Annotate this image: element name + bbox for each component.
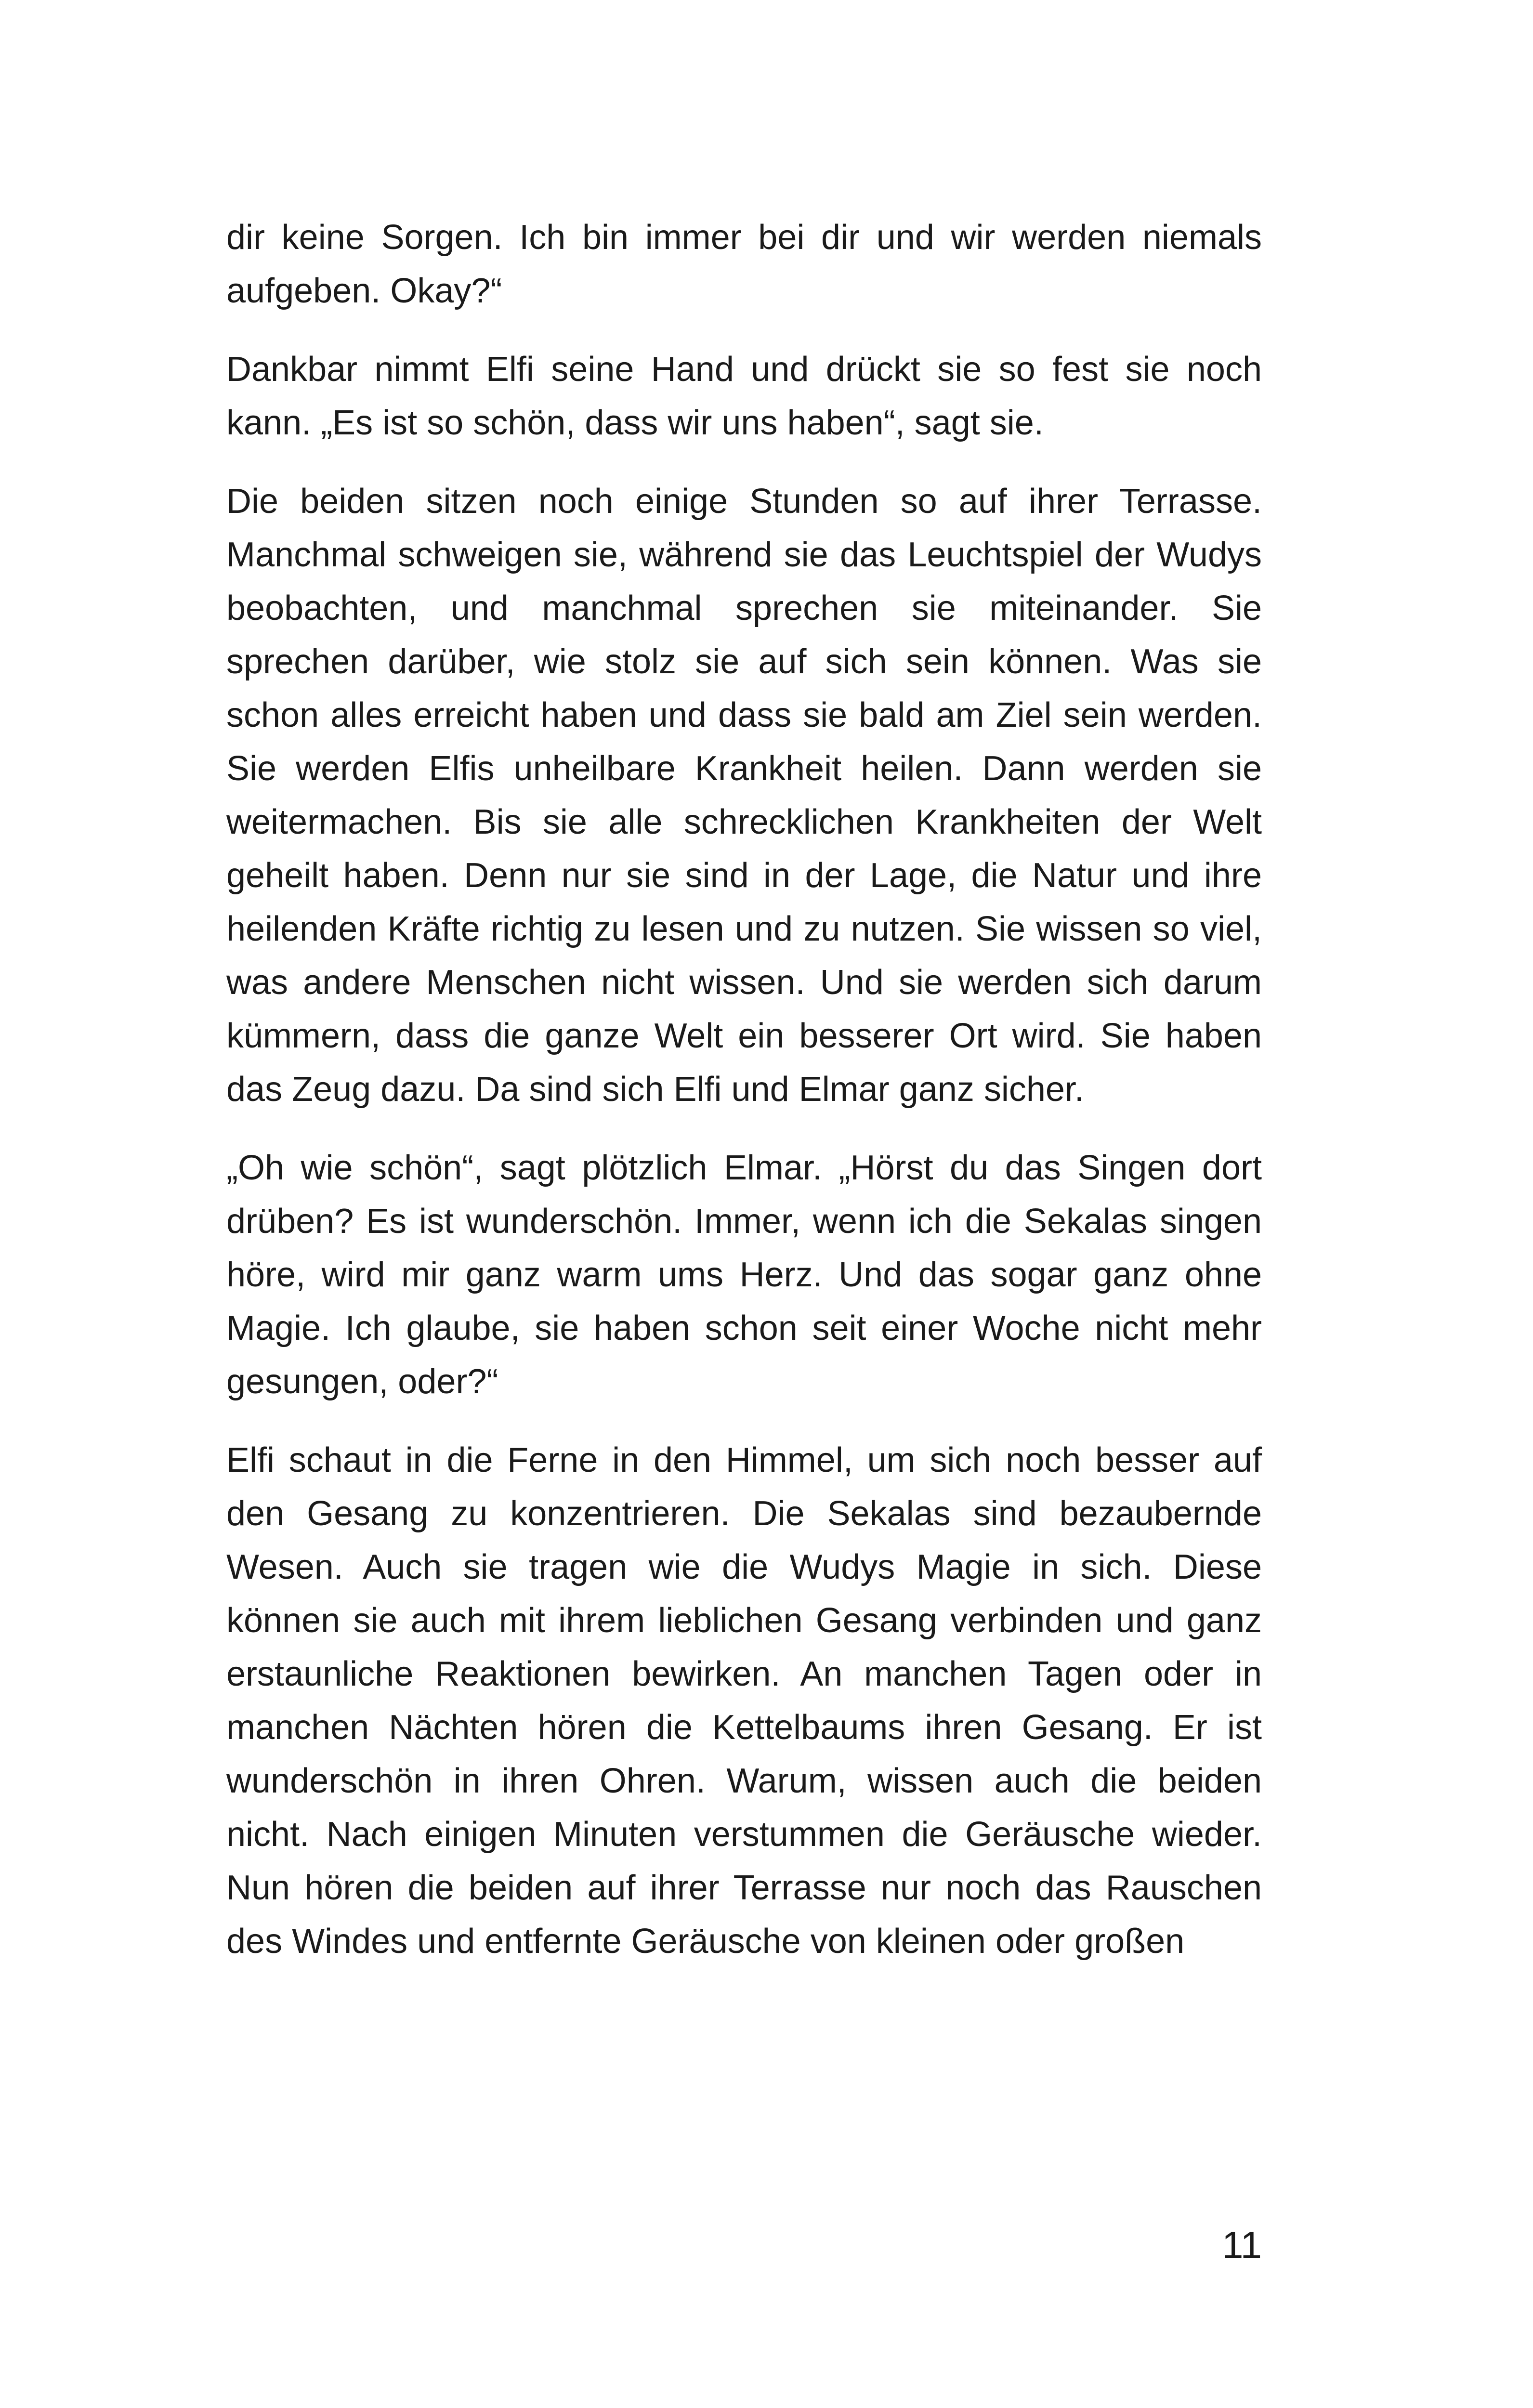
paragraph: Dankbar nimmt Elfi seine Hand und drückt sie so fest sie noch kann. „Es ist so schön, dass wir uns haben“, sagt sie. <box>226 350 1262 442</box>
body-text <box>226 211 1262 1968</box>
paragraph: „Oh wie schön“, sagt plötzlich Elmar. „Hörst du das Singen dort drüben? Es ist wunderschön. Immer, wenn ich die Sekalas singen höre, wird mir ganz warm ums Herz. Und das sogar ganz ohne Magie. Ich glaube, sie haben schon seit einer Woche nicht mehr gesungen, oder?“ <box>226 1149 1262 1401</box>
page-number: 11 <box>1221 2224 1262 2266</box>
paragraph: Die beiden sitzen noch einige Stunden so auf ihrer Terrasse. Manchmal schweigen sie, während sie das Leuchtspiel der Wudys beobachten, und manchmal sprechen sie miteinander. Sie sprechen darüber, wie stolz sie auf sich sein können. Was sie schon alles erreicht haben und dass sie bald am Ziel sein werden. Sie werden Elfis unheilbare Krankheit heilen. Dann werden sie weitermachen. Bis sie alle schrecklichen Krankheiten der Welt geheilt haben. Denn nur sie sind in der Lage, die Natur und ihre heilenden Kräfte richtig zu lesen und zu nutzen. Sie wissen so viel, was andere Menschen nicht wissen. Und sie werden sich darum kümmern, dass die ganze Welt ein besserer Ort wird. Sie haben das Zeug dazu. Da sind sich Elfi und Elmar ganz sicher. <box>226 482 1262 1109</box>
paragraph: Elfi schaut in die Ferne in den Himmel, um sich noch besser auf den Gesang zu konzentrieren. Die Sekalas sind bezaubernde Wesen. Auch sie tragen wie die Wudys Magie in sich. Diese können sie auch mit ihrem lieblichen Gesang verbinden und ganz erstaunliche Reaktionen bewirken. An manchen Tagen oder in manchen Nächten hören die Kettelbaums ihren Gesang. Er ist wunderschön in ihren Ohren. Warum, wissen auch die beiden nicht. Nach einigen Minuten verstummen die Geräusche wieder. Nun hören die beiden auf ihrer Terrasse nur noch das Rauschen des Windes und entfernte Geräusche von kleinen oder großen <box>226 1441 1262 1961</box>
paragraph: dir keine Sorgen. Ich bin immer bei dir und wir werden niemals aufgeben. Okay?“ <box>226 218 1262 310</box>
